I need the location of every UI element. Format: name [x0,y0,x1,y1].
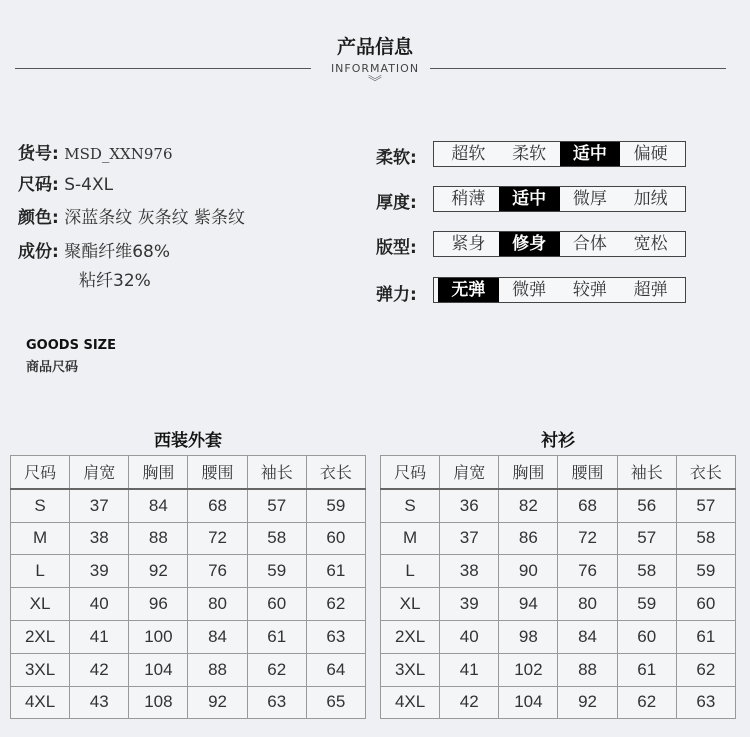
table-cell: 56 [617,489,676,522]
table-cell: 68 [558,489,617,522]
table-row [11,555,366,588]
table-cell: 94 [499,588,558,621]
table-cell: 42 [440,686,499,719]
table-cell: 96 [129,588,188,621]
table-header-cell: 袖长 [617,456,676,489]
table-row [11,522,366,555]
table-header-cell: 尺码 [381,456,440,489]
info-item-color [18,203,245,228]
info-label: 货号: [18,144,59,164]
prop-option: 修身 [499,232,560,256]
table-cell: 104 [129,653,188,686]
table-cell: 64 [306,653,365,686]
table-header-cell: 胸围 [499,456,558,489]
table-cell: M [11,522,70,555]
table-cell: 57 [247,489,306,522]
table-cell: 59 [247,555,306,588]
info-item-material-2 [79,266,151,291]
table-cell: XL [11,588,70,621]
table-cell: 88 [558,653,617,686]
table-cell: 60 [617,620,676,653]
info-label: 成份: [18,242,59,262]
table-cell: 59 [306,489,365,522]
table-cell: 88 [188,653,247,686]
table-cell: 92 [129,555,188,588]
table-cell: 63 [306,620,365,653]
prop-option: 稍薄 [451,189,486,209]
table-cell: 43 [70,686,129,719]
table-cell: 100 [129,620,188,653]
table-header-cell: 腰围 [188,456,247,489]
prop-option: 适中 [499,187,560,211]
table-row [381,653,736,686]
table-row [381,522,736,555]
table-cell: 40 [440,620,499,653]
table-cell: 62 [676,653,735,686]
table-cell: L [11,555,70,588]
table-cell: 61 [247,620,306,653]
table-cell: 39 [440,588,499,621]
size-table-jacket [10,455,366,719]
prop-elasticity [433,277,686,303]
info-item-size [18,170,113,195]
prop-option: 加绒 [633,189,668,209]
info-label: 尺码: [18,175,59,195]
info-value: 聚酯纤维68% [64,242,171,262]
table-cell: 3XL [11,653,70,686]
info-label: 颜色: [18,208,59,228]
table-cell: 37 [70,489,129,522]
table-cell: 104 [499,686,558,719]
table-header-cell: 衣长 [676,456,735,489]
table-cell: M [381,522,440,555]
table-cell: S [381,489,440,522]
table-cell: 58 [676,522,735,555]
table-cell: 88 [129,522,188,555]
table-cell: 37 [440,522,499,555]
table-cell: 102 [499,653,558,686]
table-cell: 2XL [381,620,440,653]
table-cell: 42 [70,653,129,686]
info-value: 深蓝条纹 灰条纹 紫条纹 [64,208,246,228]
table-cell: 72 [188,522,247,555]
table-row [11,620,366,653]
table-cell: 82 [499,489,558,522]
table-row [381,620,736,653]
table-cell: 76 [558,555,617,588]
table-cell: 41 [70,620,129,653]
table-row [11,489,366,522]
table-cell: 98 [499,620,558,653]
goods-size-title: GOODS SIZE [26,338,116,353]
table-cell: 61 [306,555,365,588]
table-title-shirt: 衬衫 [541,431,575,451]
table-header-cell: 胸围 [129,456,188,489]
table-cell: 38 [70,522,129,555]
size-table-shirt [380,455,736,719]
table-cell: 84 [129,489,188,522]
table-cell: 90 [499,555,558,588]
table-cell: 4XL [381,686,440,719]
table-cell: 2XL [11,620,70,653]
double-chevron-down-icon: ︾ [368,75,382,91]
table-cell: 41 [440,653,499,686]
table-cell: XL [381,588,440,621]
table-header-row [11,456,366,489]
table-cell: 108 [129,686,188,719]
table-cell: 39 [70,555,129,588]
prop-option: 无弹 [438,278,499,302]
prop-label-elasticity: 弹力: [376,285,417,305]
table-row [11,588,366,621]
section-title: 产品信息 [336,36,413,58]
table-cell: 84 [188,620,247,653]
table-cell: 61 [617,653,676,686]
table-cell: 60 [247,588,306,621]
prop-option: 微弹 [512,280,547,300]
table-row [11,686,366,719]
table-cell: 57 [676,489,735,522]
table-cell: 3XL [381,653,440,686]
table-cell: 59 [617,588,676,621]
prop-option: 较弹 [572,280,607,300]
prop-option: 柔软 [512,144,547,164]
table-row [11,653,366,686]
table-cell: 80 [558,588,617,621]
table-cell: 59 [676,555,735,588]
table-cell: 62 [617,686,676,719]
table-title-jacket: 西装外套 [154,431,222,451]
table-header-cell: 尺码 [11,456,70,489]
prop-label-fit: 版型: [376,238,417,258]
prop-option: 超弹 [633,280,668,300]
table-cell: 92 [558,686,617,719]
table-cell: 63 [247,686,306,719]
table-cell: 65 [306,686,365,719]
prop-label-thickness: 厚度: [376,193,417,213]
table-cell: 38 [440,555,499,588]
table-cell: 76 [188,555,247,588]
prop-label-softness: 柔软: [376,148,417,168]
prop-option: 紧身 [451,234,486,254]
table-row [381,686,736,719]
table-row [381,489,736,522]
table-cell: 58 [247,522,306,555]
table-cell: S [11,489,70,522]
table-header-cell: 肩宽 [440,456,499,489]
table-cell: 68 [188,489,247,522]
info-item-material [18,237,170,262]
prop-option: 宽松 [633,234,668,254]
table-cell: 4XL [11,686,70,719]
table-row [381,588,736,621]
table-cell: 62 [247,653,306,686]
table-cell: 60 [676,588,735,621]
table-header-cell: 袖长 [247,456,306,489]
table-header-row [381,456,736,489]
table-cell: 36 [440,489,499,522]
prop-option: 适中 [560,142,621,166]
prop-softness [433,141,686,167]
info-value: S-4XL [64,175,114,195]
prop-fit [433,231,686,257]
table-cell: 40 [70,588,129,621]
table-cell: 84 [558,620,617,653]
table-header-cell: 衣长 [306,456,365,489]
table-cell: 62 [306,588,365,621]
info-item-code [18,139,173,164]
table-cell: L [381,555,440,588]
table-cell: 80 [188,588,247,621]
section-subtitle: INFORMATION [330,62,420,75]
table-cell: 61 [676,620,735,653]
table-cell: 58 [617,555,676,588]
table-header-cell: 肩宽 [70,456,129,489]
table-header-cell: 腰围 [558,456,617,489]
table-cell: 60 [306,522,365,555]
table-cell: 63 [676,686,735,719]
prop-thickness [433,186,686,212]
table-row [381,555,736,588]
info-value: 粘纤32% [79,271,151,291]
prop-option: 超软 [451,144,486,164]
prop-option: 合体 [572,234,607,254]
info-value: MSD_XXN976 [64,145,173,163]
table-cell: 86 [499,522,558,555]
table-cell: 57 [617,522,676,555]
goods-size-subtitle: 商品尺码 [26,360,79,375]
table-cell: 92 [188,686,247,719]
table-cell: 72 [558,522,617,555]
prop-option: 偏硬 [633,144,668,164]
prop-option: 微厚 [572,189,607,209]
